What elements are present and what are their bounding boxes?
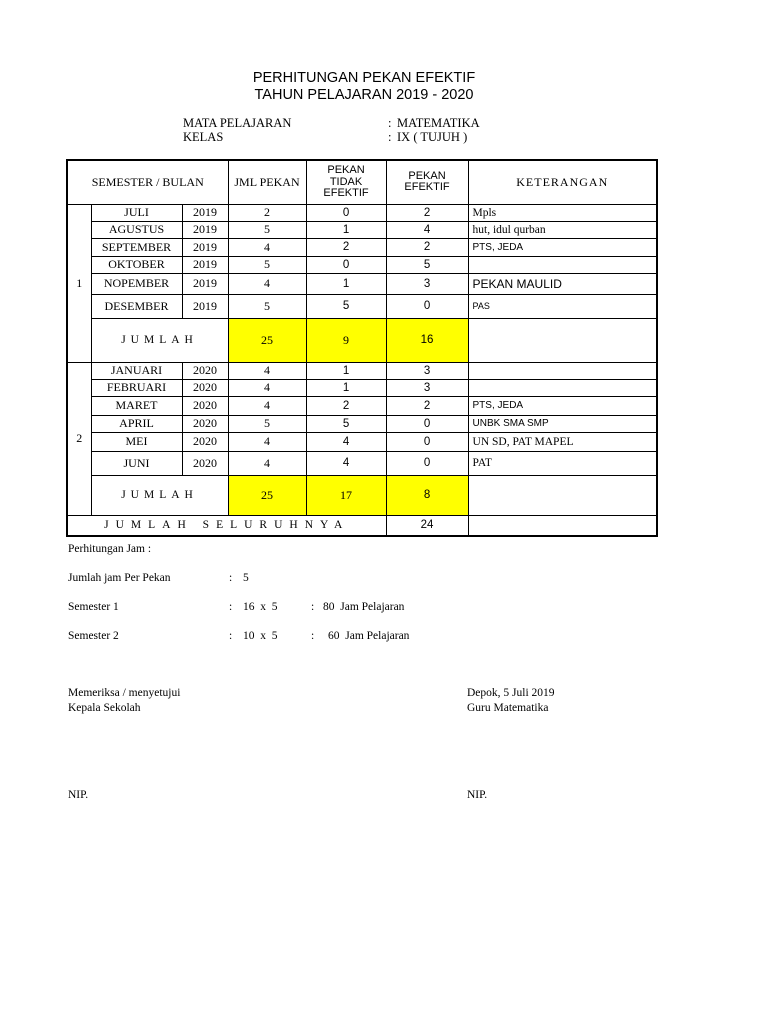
- keterangan-cell: UNBK SMA SMP: [468, 415, 657, 432]
- pekan-efektif-cell: 3: [386, 273, 468, 294]
- jumlah-label: JUMLAH: [91, 475, 228, 515]
- table-row: [67, 396, 657, 415]
- pekan-tidak-efektif-cell: 2: [306, 396, 386, 415]
- semester-total-row: [67, 318, 657, 362]
- semester-number: 1: [67, 204, 91, 362]
- jam-per-pekan-separator: :: [229, 572, 233, 584]
- table-row: [67, 294, 657, 318]
- keterangan-cell: [468, 379, 657, 396]
- jumlah-label: JUMLAH: [91, 318, 228, 362]
- pekan-efektif-cell: 3: [386, 362, 468, 379]
- pekan-efektif-cell: 0: [386, 451, 468, 475]
- keterangan-cell: [468, 362, 657, 379]
- keterangan-cell: hut, idul qurban: [468, 221, 657, 238]
- keterangan-cell: PAT: [468, 451, 657, 475]
- signature-right-nip: NIP.: [467, 789, 488, 801]
- jml-pekan-cell: 5: [228, 415, 306, 432]
- month-cell: JANUARI: [91, 362, 182, 379]
- jml-pekan-cell: 4: [228, 396, 306, 415]
- pekan-efektif-cell: 0: [386, 294, 468, 318]
- pekan-efektif-cell: 2: [386, 204, 468, 221]
- doc-title-line1: PERHITUNGAN PEKAN EFEKTIF: [252, 70, 476, 86]
- pekan-efektif-cell: 2: [386, 396, 468, 415]
- total-keterangan: [468, 475, 657, 515]
- signature-left-line1: Memeriksa / menyetujui: [68, 687, 181, 699]
- pekan-tidak-efektif-cell: 5: [306, 415, 386, 432]
- semester2-separator: :: [229, 630, 233, 642]
- jml-pekan-cell: 4: [228, 238, 306, 256]
- pekan-efektif-cell: 4: [386, 221, 468, 238]
- year-cell: 2020: [182, 362, 228, 379]
- month-cell: NOPEMBER: [91, 273, 182, 294]
- semester1-calculation: 16 x 5: [243, 601, 278, 613]
- table-row: [67, 362, 657, 379]
- pekan-efektif-cell: 2: [386, 238, 468, 256]
- pekan-tidak-efektif-cell: 1: [306, 379, 386, 396]
- table-row: [67, 221, 657, 238]
- class-label: KELAS: [183, 130, 224, 144]
- year-cell: 2020: [182, 451, 228, 475]
- total-pekan-efektif: 16: [386, 318, 468, 362]
- table-row: [67, 273, 657, 294]
- keterangan-cell: PEKAN MAULID: [468, 273, 657, 294]
- class-value: IX ( TUJUH ): [397, 130, 468, 144]
- year-cell: 2020: [182, 396, 228, 415]
- grand-total-value: 24: [386, 515, 468, 536]
- month-cell: APRIL: [91, 415, 182, 432]
- pekan-efektif-cell: 0: [386, 432, 468, 451]
- total-jml-pekan: 25: [228, 318, 306, 362]
- total-pekan-efektif: 8: [386, 475, 468, 515]
- subject-separator: :: [388, 116, 392, 130]
- subject-label: MATA PELAJARAN: [183, 116, 292, 130]
- jml-pekan-cell: 5: [228, 294, 306, 318]
- pekan-tidak-efektif-cell: 5: [306, 294, 386, 318]
- signature-right-line1: Depok, 5 Juli 2019: [467, 687, 555, 699]
- table-row: [67, 256, 657, 273]
- month-cell: DESEMBER: [91, 294, 182, 318]
- year-cell: 2019: [182, 256, 228, 273]
- table-row: [67, 432, 657, 451]
- semester2-label: Semester 2: [68, 630, 119, 642]
- jml-pekan-cell: 5: [228, 221, 306, 238]
- pekan-tidak-efektif-cell: 1: [306, 221, 386, 238]
- jml-pekan-cell: 5: [228, 256, 306, 273]
- jml-pekan-cell: 4: [228, 432, 306, 451]
- keterangan-cell: PTS, JEDA: [468, 238, 657, 256]
- total-keterangan: [468, 318, 657, 362]
- total-pekan-tidak-efektif: 9: [306, 318, 386, 362]
- keterangan-cell: UN SD, PAT MAPEL: [468, 432, 657, 451]
- month-cell: FEBRUARI: [91, 379, 182, 396]
- month-cell: SEPTEMBER: [91, 238, 182, 256]
- pekan-tidak-efektif-cell: 0: [306, 256, 386, 273]
- pekan-tidak-efektif-cell: 1: [306, 362, 386, 379]
- year-cell: 2019: [182, 294, 228, 318]
- semester1-separator-2: :: [311, 601, 315, 613]
- year-cell: 2019: [182, 221, 228, 238]
- table-row: [67, 204, 657, 221]
- year-cell: 2019: [182, 273, 228, 294]
- jml-pekan-cell: 4: [228, 362, 306, 379]
- signature-left-line2: Kepala Sekolah: [68, 702, 141, 714]
- month-cell: JULI: [91, 204, 182, 221]
- subject-value: MATEMATIKA: [397, 116, 480, 130]
- signature-right-line2: Guru Matematika: [467, 702, 549, 714]
- table-row: [67, 379, 657, 396]
- semester1-result: 80 Jam Pelajaran: [323, 601, 405, 613]
- jumlah-seluruhnya-label: JUMLAH SELURUHNYA: [67, 515, 386, 536]
- header-jml-pekan: JML PEKAN: [228, 160, 306, 204]
- keterangan-cell: [468, 256, 657, 273]
- table-row: [67, 415, 657, 432]
- pekan-tidak-efektif-cell: 0: [306, 204, 386, 221]
- year-cell: 2019: [182, 204, 228, 221]
- month-cell: MARET: [91, 396, 182, 415]
- year-cell: 2020: [182, 379, 228, 396]
- table-row: [67, 238, 657, 256]
- jml-pekan-cell: 4: [228, 379, 306, 396]
- year-cell: 2019: [182, 238, 228, 256]
- semester1-label: Semester 1: [68, 601, 119, 613]
- pekan-tidak-efektif-cell: 1: [306, 273, 386, 294]
- pekan-efektif-table: [66, 159, 658, 537]
- doc-title-line2: TAHUN PELAJARAN 2019 - 2020: [254, 87, 474, 103]
- semester-total-row: [67, 475, 657, 515]
- pekan-tidak-efektif-cell: 4: [306, 451, 386, 475]
- month-cell: JUNI: [91, 451, 182, 475]
- jml-pekan-cell: 4: [228, 451, 306, 475]
- semester2-separator-2: :: [311, 630, 315, 642]
- pekan-efektif-cell: 3: [386, 379, 468, 396]
- pekan-tidak-efektif-cell: 4: [306, 432, 386, 451]
- table-header-row: [67, 160, 657, 204]
- keterangan-cell: Mpls: [468, 204, 657, 221]
- semester2-result: 60 Jam Pelajaran: [328, 630, 410, 642]
- month-cell: MEI: [91, 432, 182, 451]
- pekan-efektif-cell: 5: [386, 256, 468, 273]
- year-cell: 2020: [182, 432, 228, 451]
- semester1-separator: :: [229, 601, 233, 613]
- keterangan-cell: PAS: [468, 294, 657, 318]
- year-cell: 2020: [182, 415, 228, 432]
- header-keterangan: KETERANGAN: [468, 160, 657, 204]
- month-cell: AGUSTUS: [91, 221, 182, 238]
- semester-number: 2: [67, 362, 91, 515]
- table-row: [67, 451, 657, 475]
- jml-pekan-cell: 4: [228, 273, 306, 294]
- jam-per-pekan-value: 5: [243, 572, 249, 584]
- header-pekan-efektif: PEKAN EFEKTIF: [386, 160, 468, 204]
- pekan-efektif-cell: 0: [386, 415, 468, 432]
- pekan-tidak-efektif-cell: 2: [306, 238, 386, 256]
- grand-total-keterangan: [468, 515, 657, 536]
- total-jml-pekan: 25: [228, 475, 306, 515]
- header-semester-bulan: SEMESTER / BULAN: [67, 160, 228, 204]
- total-pekan-tidak-efektif: 17: [306, 475, 386, 515]
- jam-per-pekan-label: Jumlah jam Per Pekan: [68, 572, 171, 584]
- class-separator: :: [388, 130, 392, 144]
- grand-total-row: [67, 515, 657, 536]
- semester2-calculation: 10 x 5: [243, 630, 278, 642]
- keterangan-cell: PTS, JEDA: [468, 396, 657, 415]
- signature-left-nip: NIP.: [68, 789, 89, 801]
- month-cell: OKTOBER: [91, 256, 182, 273]
- perhitungan-heading: Perhitungan Jam :: [68, 543, 152, 555]
- header-pekan-tidak-efektif: PEKAN TIDAK EFEKTIF: [306, 160, 386, 204]
- jml-pekan-cell: 2: [228, 204, 306, 221]
